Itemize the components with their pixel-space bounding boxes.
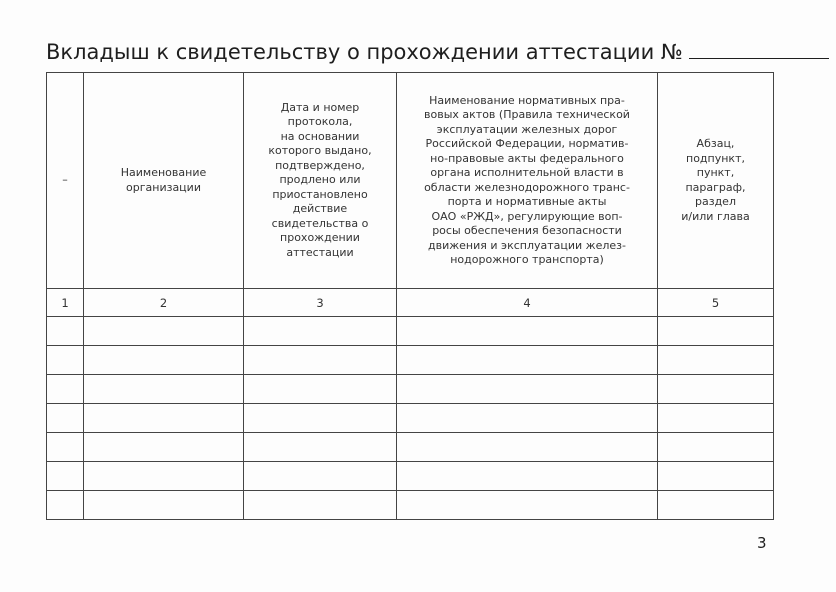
table-cell[interactable] — [397, 346, 658, 375]
table-cell[interactable] — [244, 462, 397, 491]
column-numbers-row — [47, 289, 774, 317]
table-cell[interactable] — [47, 433, 84, 462]
header-row — [47, 73, 774, 289]
table-cell[interactable] — [397, 375, 658, 404]
table-cell[interactable] — [397, 491, 658, 520]
table-cell[interactable] — [658, 404, 774, 433]
table-cell[interactable] — [244, 433, 397, 462]
table-row — [47, 433, 774, 462]
table-cell[interactable] — [244, 375, 397, 404]
table-cell[interactable] — [84, 317, 244, 346]
table-cell[interactable] — [658, 375, 774, 404]
table-cell[interactable] — [244, 404, 397, 433]
page-title — [46, 38, 776, 66]
page-number: 3 — [757, 534, 767, 552]
table-row — [47, 404, 774, 433]
column-number: 3 — [244, 289, 397, 317]
table-cell[interactable] — [47, 346, 84, 375]
column-number: 5 — [658, 289, 774, 317]
header-cell-regulations: Наименование нормативных пра- вовых актов (Правила технической эксплуатации железных дорог Российской Федерации, норматив- но-правовые акты федерального органа исполнительной власти в области железнодорожного транс- порта и нормативные акты ОАО «РЖД», регулирующие воп- росы обеспечения безопасности движения и эксплуатации желез- нодорожного транспорта) — [397, 73, 658, 289]
table-cell[interactable] — [47, 491, 84, 520]
table-cell[interactable] — [84, 375, 244, 404]
table-cell[interactable] — [47, 317, 84, 346]
table-cell[interactable] — [658, 462, 774, 491]
table-row — [47, 346, 774, 375]
table-row — [47, 375, 774, 404]
certificate-number-blank — [689, 39, 829, 59]
table-cell[interactable] — [84, 433, 244, 462]
table-cell[interactable] — [397, 404, 658, 433]
table-cell[interactable] — [397, 462, 658, 491]
table-cell[interactable] — [397, 317, 658, 346]
column-number: 4 — [397, 289, 658, 317]
table-cell[interactable] — [658, 433, 774, 462]
table-cell[interactable] — [658, 491, 774, 520]
table-cell[interactable] — [84, 404, 244, 433]
table-cell[interactable] — [244, 491, 397, 520]
table-cell[interactable] — [658, 346, 774, 375]
column-number: 1 — [47, 289, 84, 317]
table-cell[interactable] — [47, 375, 84, 404]
attestation-table — [46, 72, 774, 520]
table-cell[interactable] — [244, 346, 397, 375]
table-row — [47, 462, 774, 491]
header-cell-index: – — [47, 73, 84, 289]
table-cell[interactable] — [658, 317, 774, 346]
header-cell-protocol: Дата и номер протокола, на основании которого выдано, подтверждено, продлено или приостановлено действие свидетельства о прохождении аттестации — [244, 73, 397, 289]
table-cell[interactable] — [84, 491, 244, 520]
column-number: 2 — [84, 289, 244, 317]
header-cell-paragraph: Абзац, подпункт, пункт, параграф, раздел и/или глава — [658, 73, 774, 289]
header-cell-organization: Наименование организации — [84, 73, 244, 289]
table-cell[interactable] — [47, 462, 84, 491]
title-text: Вкладыш к свидетельству о прохождении аттестации № — [46, 40, 683, 64]
table-cell[interactable] — [397, 433, 658, 462]
table-cell[interactable] — [47, 404, 84, 433]
table-row — [47, 491, 774, 520]
table-cell[interactable] — [84, 346, 244, 375]
table-cell[interactable] — [84, 462, 244, 491]
table-row — [47, 317, 774, 346]
table-cell[interactable] — [244, 317, 397, 346]
